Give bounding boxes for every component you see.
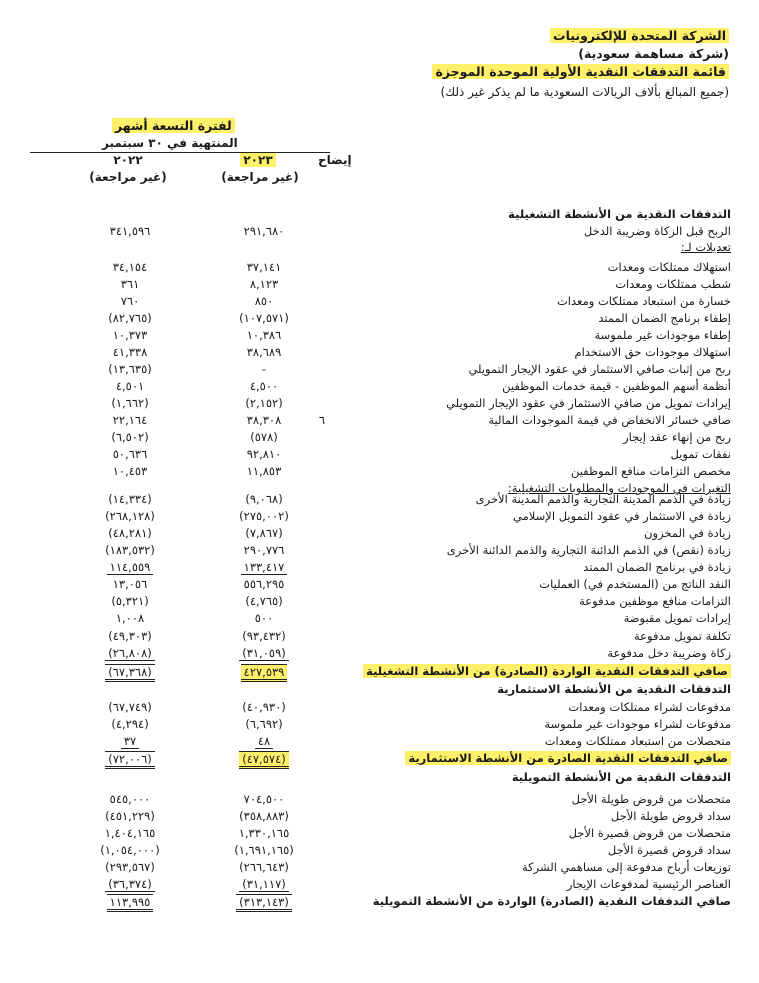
value-2022 xyxy=(82,809,178,823)
amount: (٢٩٣,٥٦٧) xyxy=(105,860,155,874)
amount: ٥٠,٦٣٦ xyxy=(112,447,148,461)
value-2023 xyxy=(218,843,310,857)
amount: (٤٥١,٢٢٩) xyxy=(105,809,155,823)
value-2022 xyxy=(82,577,178,591)
value-2022 xyxy=(82,430,178,444)
value-2023 xyxy=(218,260,310,274)
amount: (١,٠٥٤,٠٠٠) xyxy=(100,843,160,857)
note-column-header: إيضاح xyxy=(318,153,352,167)
line-item-label: متحصلات من قروض قصيرة الأجل xyxy=(568,826,731,840)
amounts-note: (جميع المبالغ بألاف الريالات السعودية ما لم يذكر غير ذلك) xyxy=(440,85,729,99)
amount: ٣٤,١٥٤ xyxy=(112,260,148,274)
line-item-label: مخصص التزامات منافع الموظفين xyxy=(570,464,731,478)
value-2022 xyxy=(82,224,178,238)
amount: (١٤,٣٣٤) xyxy=(108,492,152,506)
value-2022 xyxy=(82,860,178,874)
line-item-row xyxy=(0,594,759,611)
company-name: الشركة المتحدة للإلكترونيات xyxy=(550,28,729,44)
section-heading xyxy=(0,207,759,224)
value-2022 xyxy=(82,646,178,661)
subheading-row xyxy=(0,240,759,257)
line-item-label: سداد قروض قصيرة الأجل xyxy=(607,843,731,857)
value-2022 xyxy=(82,277,178,291)
amount: ١٠,٣٧٣ xyxy=(112,328,148,342)
column-2022-unaudited: (غير مراجعة) xyxy=(89,170,167,184)
value-2023 xyxy=(218,447,310,461)
amount: (٥,٣٢١) xyxy=(111,594,149,608)
amount: ٨٥٠ xyxy=(254,294,274,308)
value-2022 xyxy=(82,792,178,806)
line-item-row xyxy=(0,379,759,396)
value-2023 xyxy=(218,629,310,643)
period-end: المنتهية في ٣٠ سبتمبر xyxy=(102,136,238,150)
amount: ٤,٥٠٠ xyxy=(249,379,279,393)
amount: (٤,٢٩٤) xyxy=(111,717,149,731)
amount: (٤٠,٩٣٠) xyxy=(242,700,286,714)
amount: ٢٩١,٦٨٠ xyxy=(243,224,285,238)
line-item-label: زيادة في برنامج الضمان الممتد xyxy=(583,560,731,574)
amount: ١٣٣,٤١٧ xyxy=(241,560,288,575)
value-2023 xyxy=(218,751,310,769)
total-row xyxy=(0,664,759,681)
amount: ٤١,٣٣٨ xyxy=(112,345,148,359)
amount: ٤٨ xyxy=(255,734,273,749)
value-2023 xyxy=(218,526,310,540)
value-2022 xyxy=(82,260,178,274)
line-item-row xyxy=(0,877,759,894)
value-2022 xyxy=(82,826,178,840)
line-item-row xyxy=(0,611,759,628)
value-2023 xyxy=(218,809,310,823)
value-2022 xyxy=(82,629,178,643)
line-item-label: التدفقات النقدية من الأنشطة التشغيلية xyxy=(508,207,731,221)
line-item-label: زكاة وضريبة دخل مدفوعة xyxy=(607,646,731,660)
value-2023 xyxy=(218,877,310,892)
amount: (١٠٧,٥٧١) xyxy=(239,311,289,325)
amount: ٧٦٠ xyxy=(120,294,140,308)
value-2023 xyxy=(218,894,310,912)
line-item-row xyxy=(0,577,759,594)
amount: ٥٤٥,٠٠٠ xyxy=(109,792,151,806)
line-item-label: شطب ممتلكات ومعدات xyxy=(615,277,731,291)
amount: (٦٧,٧٤٩) xyxy=(108,700,152,714)
line-item-row xyxy=(0,492,759,509)
line-item-row xyxy=(0,413,759,430)
amount: ٣٤١,٥٩٦ xyxy=(109,224,151,238)
line-item-label: إطفاء موجودات غير ملموسة xyxy=(594,328,731,342)
amount: (٣٥٨,٨٨٣) xyxy=(239,809,289,823)
amount: ٤,٥٠١ xyxy=(115,379,145,393)
line-item-label: نفقات تمويل xyxy=(670,447,731,461)
amount: (٤٧,٥٧٤) xyxy=(239,751,289,769)
line-item-label: تكلفة تمويل مدفوعة xyxy=(633,629,731,643)
amount: ١٣,٠٥٦ xyxy=(112,577,148,591)
line-item-label: خسارة من استبعاد ممتلكات ومعدات xyxy=(556,294,731,308)
amount: ٧٠٤,٥٠٠ xyxy=(243,792,285,806)
line-item-row xyxy=(0,629,759,646)
value-2023 xyxy=(218,492,310,506)
line-item-label: التغيرات في الموجودات والمطلوبات التشغيلية: xyxy=(507,481,731,495)
value-2023 xyxy=(218,700,310,714)
line-item-row xyxy=(0,396,759,413)
value-2022 xyxy=(82,594,178,608)
value-2022 xyxy=(82,447,178,461)
line-item-row xyxy=(0,526,759,543)
value-2022 xyxy=(82,734,178,749)
line-item-label: مدفوعات لشراء موجودات غير ملموسة xyxy=(544,717,731,731)
value-2022 xyxy=(82,717,178,731)
value-2022 xyxy=(82,543,178,557)
value-2023 xyxy=(218,646,310,661)
amount: ٥٥٦,٢٩٥ xyxy=(243,577,285,591)
value-2022 xyxy=(82,877,178,892)
amount: (٦,٥٠٢) xyxy=(111,430,149,444)
line-item-row xyxy=(0,543,759,560)
line-item-label: توزيعات أرباح مدفوعة إلى مساهمي الشركة xyxy=(521,860,731,874)
value-2022 xyxy=(82,413,178,427)
line-item-label: الربح قبل الزكاة وضريبة الدخل xyxy=(583,224,731,238)
line-item-row xyxy=(0,260,759,277)
value-2022 xyxy=(82,345,178,359)
value-2022 xyxy=(82,464,178,478)
line-item-label: زيادة في المخزون xyxy=(644,526,731,540)
value-2023 xyxy=(218,430,310,444)
value-2022 xyxy=(82,611,178,625)
amount: ٨,١٢٣ xyxy=(249,277,279,291)
amount: ٩٢,٨١٠ xyxy=(246,447,282,461)
line-item-row xyxy=(0,362,759,379)
amount: ٣٧,١٤١ xyxy=(246,260,282,274)
amount: (٤٨,٢٨١) xyxy=(108,526,152,540)
total-row xyxy=(0,751,759,768)
value-2023 xyxy=(218,717,310,731)
value-2023 xyxy=(218,577,310,591)
amount: ١١٣,٩٩٥ xyxy=(107,894,154,912)
line-item-row xyxy=(0,224,759,241)
line-item-row xyxy=(0,860,759,877)
amount: ٣٨,٦٨٩ xyxy=(246,345,282,359)
amount: ٢٩٠,٧٧٦ xyxy=(243,543,285,557)
amount: (٢٦,٨٠٨) xyxy=(105,646,155,661)
value-2022 xyxy=(82,379,178,393)
line-item-row xyxy=(0,792,759,809)
amount: (٣١,٠٥٩) xyxy=(239,646,289,661)
value-2023 xyxy=(218,860,310,874)
value-2023 xyxy=(218,734,310,749)
value-2022 xyxy=(82,700,178,714)
line-item-label: سداد قروض طويلة الأجل xyxy=(610,809,731,823)
line-item-row xyxy=(0,734,759,751)
line-item-label: ربح من إنهاء عقد إيجار xyxy=(623,430,731,444)
line-item-row xyxy=(0,430,759,447)
amount: (٢٦٦,٦٤٣) xyxy=(239,860,289,874)
value-2023 xyxy=(218,413,310,427)
line-item-row xyxy=(0,843,759,860)
period-label: لفترة التسعة أشهر xyxy=(112,118,235,133)
amount: ٣٧ xyxy=(121,734,139,749)
line-item-label: النقد الناتج من (المستخدم في) العمليات xyxy=(539,577,731,591)
line-item-label: زيادة في الاستثمار في عقود التمويل الإسلامي xyxy=(513,509,731,523)
amount: (٤٩,٣٠٣) xyxy=(108,629,152,643)
line-item-row xyxy=(0,277,759,294)
line-item-label: مدفوعات لشراء ممتلكات ومعدات xyxy=(568,700,731,714)
statement-title: قائمة التدفقات النقدية الأولية الموحدة الموجزة xyxy=(432,64,729,80)
company-type: (شركة مساهمة سعودية) xyxy=(578,46,729,61)
amount: ١,٣٣٠,١٦٥ xyxy=(238,826,290,840)
value-2023 xyxy=(218,560,310,575)
amount: (٦٧,٣٦٨) xyxy=(105,664,155,682)
line-item-label: زيادة في الذمم المدينة التجارية والذمم المدينة الأخرى xyxy=(475,492,731,506)
amount: - xyxy=(261,362,267,376)
value-2022 xyxy=(82,362,178,376)
value-2022 xyxy=(82,843,178,857)
amount: ١١,٨٥٣ xyxy=(246,464,282,478)
column-2023-year: ٢٠٢٣ xyxy=(222,153,294,167)
value-2022 xyxy=(82,526,178,540)
value-2023 xyxy=(218,464,310,478)
amount: (٩٣,٤٣٢) xyxy=(242,629,286,643)
value-2022 xyxy=(82,509,178,523)
amount: (٣١,١١٧) xyxy=(239,877,289,892)
amount: (١٨٣,٥٣٢) xyxy=(105,543,155,557)
line-item-row xyxy=(0,646,759,663)
line-item-label: زيادة (نقص) في الذمم الدائنة التجارية والذمم الدائنة الأخرى xyxy=(446,543,731,557)
line-item-row xyxy=(0,294,759,311)
value-2022 xyxy=(82,396,178,410)
amount: (٢٦٨,١٢٨) xyxy=(105,509,155,523)
amount: ٥٠٠ xyxy=(254,611,274,625)
amount: ٤٢٧,٥٣٩ xyxy=(241,664,288,682)
amount: (٧,٨٦٧) xyxy=(245,526,283,540)
amount: (١,٦٩١,١٦٥) xyxy=(234,843,294,857)
line-item-row xyxy=(0,700,759,717)
amount: ١,٤٠٤,١٦٥ xyxy=(104,826,156,840)
amount: (٣٦,٣٧٤) xyxy=(105,877,155,892)
amount: (٨٢,٧٦٥) xyxy=(108,311,152,325)
amount: ١٠,٤٥٣ xyxy=(112,464,148,478)
line-item-label: استهلاك ممتلكات ومعدات xyxy=(607,260,731,274)
value-2023 xyxy=(218,396,310,410)
value-2023 xyxy=(218,294,310,308)
line-item-row xyxy=(0,464,759,481)
value-2023 xyxy=(218,509,310,523)
line-item-label: صافي خسائر الانخفاض في قيمة الموجودات المالية xyxy=(488,413,731,427)
amount: (٦,٦٩٢) xyxy=(245,717,283,731)
value-2022 xyxy=(82,328,178,342)
value-2023 xyxy=(218,543,310,557)
line-item-label: متحصلات من استبعاد ممتلكات ومعدات xyxy=(544,734,731,748)
value-2022 xyxy=(82,751,178,769)
value-2022 xyxy=(82,560,178,575)
value-2023 xyxy=(218,345,310,359)
amount: (١,٦٦٢) xyxy=(111,396,149,410)
line-item-row xyxy=(0,717,759,734)
line-item-label: صافي التدفقات النقدية (الصادرة) الواردة من الأنشطة التمويلية xyxy=(372,894,731,908)
line-item-label: تعديلات لـ: xyxy=(680,240,731,254)
line-item-label: أنظمة أسهم الموظفين - قيمة خدمات الموظفين xyxy=(502,379,731,393)
section-heading xyxy=(0,682,759,699)
line-item-row xyxy=(0,509,759,526)
value-2023 xyxy=(218,792,310,806)
value-2023 xyxy=(218,277,310,291)
value-2023 xyxy=(218,328,310,342)
value-2023 xyxy=(218,311,310,325)
value-2023 xyxy=(218,379,310,393)
amount: (٤,٧٦٥) xyxy=(245,594,283,608)
line-item-label: متحصلات من قروض طويلة الأجل xyxy=(571,792,731,806)
line-item-row xyxy=(0,447,759,464)
value-2022 xyxy=(82,492,178,506)
line-item-label: صافي التدفقات النقدية الصادرة من الأنشطة الاستثمارية xyxy=(405,751,731,765)
amount: ٣٦١ xyxy=(120,277,140,291)
line-item-row xyxy=(0,826,759,843)
line-item-label: إطفاء برنامج الضمان الممتد xyxy=(598,311,731,325)
amount: ١٠,٣٨٦ xyxy=(246,328,282,342)
line-item-label: إيرادات تمويل مقبوضة xyxy=(623,611,731,625)
amount: ٢٢,١٦٤ xyxy=(112,413,148,427)
amount: (٩,٠٦٨) xyxy=(245,492,283,506)
line-item-label: استهلاك موجودات حق الاستخدام xyxy=(574,345,731,359)
amount: (٢,١٥٢) xyxy=(245,396,283,410)
value-2023 xyxy=(218,362,310,376)
column-2022-year: ٢٠٢٢ xyxy=(113,153,143,167)
amount: (١٣,٦٣٥) xyxy=(108,362,152,376)
line-item-label: إيرادات تمويل من صافي الاستثمار في عقود الإيجار التمويلي xyxy=(446,396,731,410)
amount: ٣٨,٣٠٨ xyxy=(246,413,282,427)
amount: (٢٧٥,٠٠٢) xyxy=(239,509,289,523)
line-item-row xyxy=(0,311,759,328)
line-item-row xyxy=(0,345,759,362)
total-row xyxy=(0,894,759,911)
value-2023 xyxy=(218,611,310,625)
line-item-label: التزامات منافع موظفين مدفوعة xyxy=(579,594,731,608)
note-reference: ٦ xyxy=(318,413,326,427)
amount: ١١٤,٥٥٩ xyxy=(107,560,154,575)
line-item-label: صافي التدفقات النقدية الواردة (الصادرة) من الأنشطة التشغيلية xyxy=(363,664,731,678)
amount: (٥٧٨) xyxy=(250,430,278,444)
value-2022 xyxy=(82,664,178,682)
value-2023 xyxy=(218,594,310,608)
line-item-row xyxy=(0,328,759,345)
value-2022 xyxy=(82,311,178,325)
value-2023 xyxy=(218,826,310,840)
line-item-label: التدفقات النقدية من الأنشطة التمويلية xyxy=(511,770,731,784)
line-item-row xyxy=(0,809,759,826)
value-2022 xyxy=(82,294,178,308)
value-2023 xyxy=(218,664,310,682)
line-item-row xyxy=(0,560,759,577)
amount: ١,٠٠٨ xyxy=(115,611,145,625)
amount: (٧٢,٠٠٦) xyxy=(105,751,155,769)
value-2022 xyxy=(82,894,178,912)
line-item-label: ربح من إثبات صافي الاستثمار في عقود الإيجار التمويلي xyxy=(468,362,731,376)
value-2023 xyxy=(218,224,310,238)
column-2023-unaudited: (غير مراجعة) xyxy=(221,170,299,184)
line-item-label: العناصر الرئيسية لمدفوعات الإيجار xyxy=(566,877,731,891)
line-item-label: التدفقات النقدية من الأنشطة الاستثمارية xyxy=(497,682,731,696)
section-heading xyxy=(0,770,759,787)
amount: (٣١٣,١٤٣) xyxy=(236,894,292,912)
